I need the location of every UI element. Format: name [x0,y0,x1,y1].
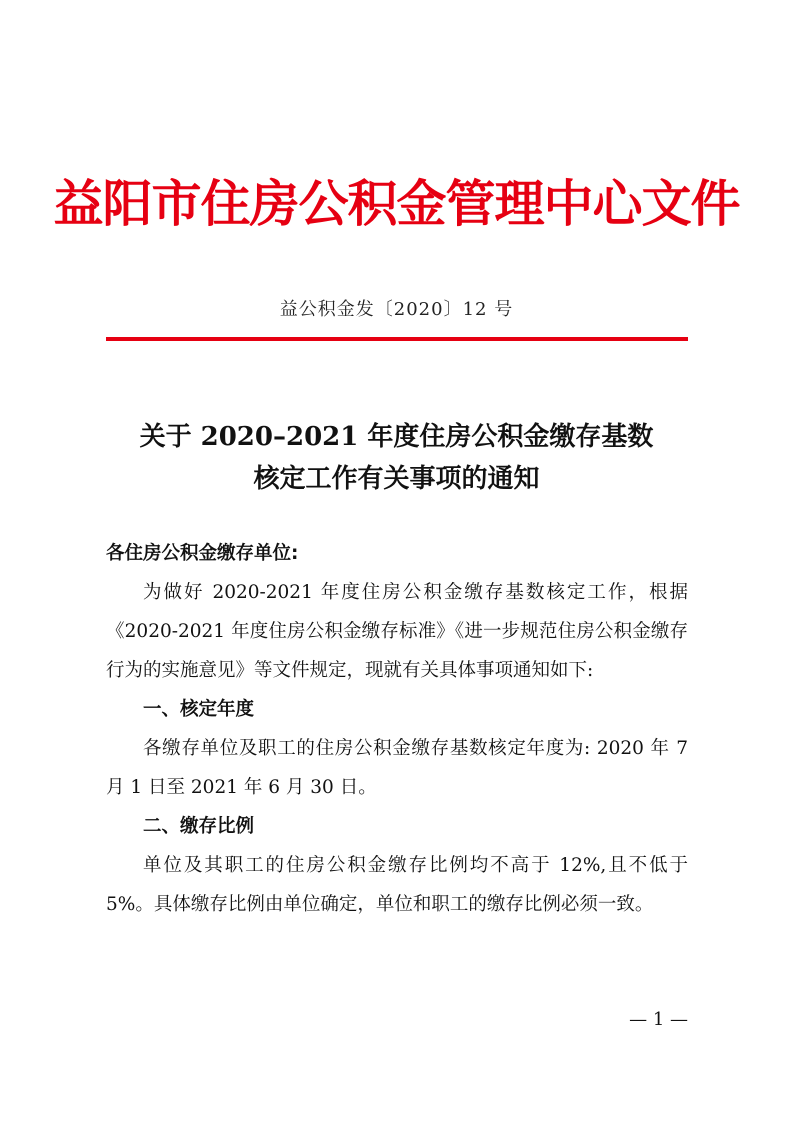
notice-title-line-1: 关于 2020–2021 年度住房公积金缴存基数 [139,422,654,452]
notice-title-line-2: 核定工作有关事项的通知 [253,464,540,494]
intro-paragraph: 为做好 2020-2021 年度住房公积金缴存基数核定工作，根据《2020-2021 年度住房公积金缴存标准》《进一步规范住房公积金缴存行为的实施意见》等文件规定，现就有关具体事项通知如下: [106,582,688,681]
section-1-paragraph: 各缴存单位及职工的住房公积金缴存基数核定年度为: 2020 年 7 月 1 日至 2021 年 6 月 30 日。 [106,738,688,798]
section-1-heading: 一、核定年度 [143,699,255,720]
issuer-header-title: 益阳市住房公积金管理中心文件 [53,175,740,233]
section-2-paragraph: 单位及其职工的住房公积金缴存比例均不高于 12%,且不低于 5%。具体缴存比例由单位确定，单位和职工的缴存比例必须一致。 [106,855,688,915]
notice-title [0,416,793,500]
document-body [106,534,688,924]
page-number: — 1 — [629,1009,688,1030]
document-number: 益公积金发〔2020〕12 号 [279,299,514,320]
red-separator-rule [106,337,688,341]
section-2-heading: 二、缴存比例 [143,816,255,837]
salutation: 各住房公积金缴存单位: [106,543,299,564]
